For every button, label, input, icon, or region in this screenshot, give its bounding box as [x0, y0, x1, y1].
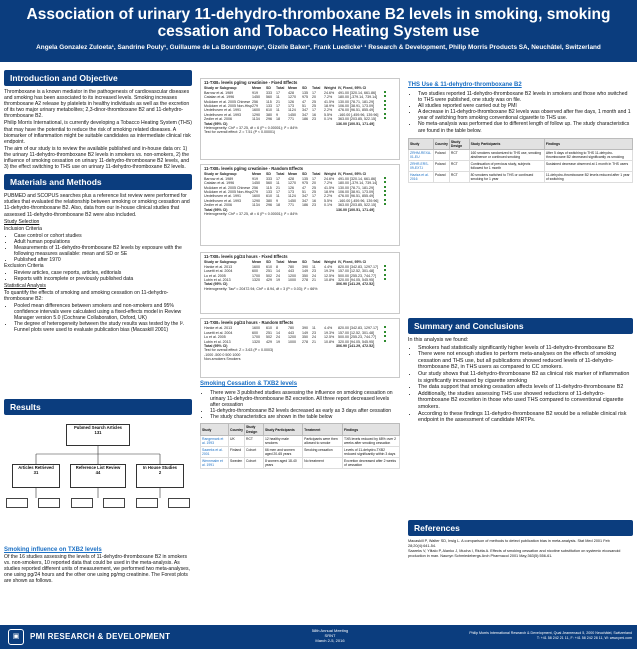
table-row: Catalan et al. 1996 1450 560 11 1270 975 20 7.2% 180.00 [-379.14, 739.14]	[204, 95, 396, 99]
footer-contact: T: +41 58 242 21 11, F: +41 58 242 28 11, W: www.pmi.com	[536, 635, 632, 640]
methods-body	[4, 193, 192, 333]
flow-leaf-box	[103, 498, 125, 508]
forest-favours: Non-smokers Smokers	[204, 357, 241, 362]
exclusion-label: Exclusion Criteria	[4, 263, 44, 270]
table-header-row: Study Country Study Design Study Participants Treatment Findings	[201, 424, 400, 435]
exclusion-list	[4, 270, 192, 282]
list-item: • Case control or cohort studies	[14, 233, 192, 239]
table-row: Lu et al. 2005 1700 502 24 1200 350 24 12.5% 500.00 [255.23, 744.77]	[204, 274, 396, 278]
forest-header-row: Study or Subgroup Mean SD Total Mean SD Total Weight IV, Fixed, 95% CI	[204, 86, 367, 91]
list-item: • The degree of heterogeneity between the study results was tested by the I². Funnel plots were used to evaluate publication bias (Macaskill 2001)	[14, 321, 192, 333]
forest-total-row: Total (95% CI) 136.00 [100.51, 171.49]	[204, 121, 375, 126]
flow-box-retrieved	[12, 464, 60, 488]
flow-box-count: 2	[158, 470, 162, 475]
forest-plot-title: 11-TXB₂ levels pg/24 hours - Random Effects	[204, 320, 294, 325]
forest-total-row: Total (95% CI) 306.90 [141.29, 472.52]	[204, 344, 375, 349]
table-row: Saareks et al. 2001 Finland Cohort 66 men and women aged 20-65 years Smoking cessation Levels of 11-dehydro-TXB2 reduced significantly within 3 days	[201, 446, 400, 457]
results-heading: Results	[4, 399, 192, 415]
intro-body	[4, 89, 192, 170]
table-row: Wennmalm et al. 1991 Sweden Cohort 8 women aged 18-40 years No treatment Excretion decreased after 2 weeks of cessation	[201, 458, 400, 469]
forest-total-row: Total (95% CI) 306.90 [141.29, 472.52]	[204, 282, 375, 287]
forest-effect-marker	[384, 95, 386, 97]
forest-axis: -1000 -500 0 500 1000	[204, 352, 241, 357]
flow-leaf-box	[71, 498, 93, 508]
stat-label: Statistical Analysis	[4, 282, 46, 289]
forest-effect-marker	[384, 278, 386, 280]
flow-box-count: 131	[94, 430, 102, 435]
list-item: • 11-dehydro-thromboxane B2 levels decreased as early as 3 days after cessation	[210, 408, 400, 414]
list-item: • There were 3 published studies assessing the influence on smoking cessation on urinary 11-dehydro-thromboxane B2 excretion. All three report decreased levels after cessation	[210, 390, 400, 408]
forest-test: Test for overall effect: Z = 3.63 (P = 0.0003)	[204, 348, 274, 353]
forest-plot-title: 11-TXB₂ levels pg/mg creatinine - Fixed Effects	[204, 80, 298, 85]
forest-effect-marker	[384, 269, 386, 271]
forest-plot-random-creatinine	[200, 164, 400, 246]
forest-effect-marker	[384, 177, 386, 179]
poster-title: Association of urinary 11-dehydro-thromboxane B2 levels in smoking, smoking cessation and Tobacco Heating System use	[26, 6, 611, 40]
forest-effect-marker	[384, 274, 386, 276]
forest-rows	[204, 326, 396, 344]
pmi-logo-icon: ▣	[8, 629, 24, 645]
smoking-influence-section	[4, 547, 192, 584]
ths-section	[408, 82, 633, 183]
flow-box-pubmed	[66, 424, 130, 446]
table-row: Zedler et al. 2006 1134 296 18 771 186 23 0.1% 363.00 [203.85, 522.15]	[204, 117, 396, 121]
flow-leaf-box	[38, 498, 60, 508]
forest-effect-marker	[384, 104, 386, 106]
forest-effect-marker	[384, 194, 386, 196]
forest-rows	[204, 177, 396, 208]
list-item: • Measurements of 11-dehydro-thromboxane B2 levels by exposure with the following measures available: mean and SD or SE	[14, 245, 192, 257]
flow-box-label: Pubmed Search Articles	[73, 425, 123, 430]
flow-leaf-box	[136, 498, 158, 508]
poster-footer	[0, 625, 637, 649]
reference-item: Saareks V, Ylitalo P, Alanko J, Mucha I, Riutta A. Effects of smoking cessation and nicotine substitution on systemic eicosanoid production in man. Naunyn Schmiedebergs Arch Pharmacol 2001 May;363(5):556-61.	[408, 549, 621, 558]
forest-plot-title: 11-TXB₂ levels pg/24 hours - Fixed Effects	[204, 254, 288, 259]
forest-plot-title: 11-TXB₂ levels pg/mg creatinine - Random Effects	[204, 166, 304, 171]
list-item: • The data support that smoking cessation affects levels of 11-dehydro-thromboxane B2	[418, 384, 633, 391]
flow-box-count: 31	[33, 470, 39, 475]
forest-effect-marker	[384, 335, 386, 337]
table-row: Uedelhoven et al. 1991 1600 610 11 1124 347 17 2.2% 476.00 [96.51, 855.49]	[204, 194, 396, 198]
ths-heading: THS Use & 11-dehydro-thromboxane B2	[408, 82, 522, 88]
poster-header	[0, 0, 637, 62]
forest-effect-marker	[384, 113, 386, 115]
cessation-table	[200, 423, 400, 469]
references-body	[408, 539, 633, 558]
table-row: Barrow et al. 1989 919 333 17 428 135 17 24.6% 491.00 [320.14, 661.86]	[204, 91, 396, 95]
table-row: McAdam et al. 2005 Chinese 256 115 21 126 47 25 41.5% 130.00 [78.71, 181.29]	[204, 186, 396, 190]
list-item: • Smokers had statistically significantly higher levels of 11-dehydro-thromboxane B2	[418, 345, 633, 352]
references-section	[408, 520, 633, 559]
forest-effect-marker	[384, 199, 386, 201]
summary-section	[408, 318, 633, 424]
list-item: • There were not enough studies to perform meta-analyses on the effects of smoking cessation and THS use, but all publications showed reduced levels of 11-dehydro-thromboxane B2, in THS users as compared to CC smokers.	[418, 351, 633, 371]
table-row: McAdam et al. 2005 Non-Hisp 279 133 17 173 51 25 18.9% 106.00 [38.91, 173.09]	[204, 104, 396, 108]
summary-lead: In this analysis we found:	[408, 337, 469, 343]
list-item: • Review articles, case reports, articles, editorials	[14, 270, 192, 276]
forest-plot-fixed-24h	[200, 252, 400, 314]
table-row: Uedelhoven et al. 1991 1600 610 11 1124 347 17 2.2% 476.00 [96.51, 855.49]	[204, 108, 396, 112]
table-header-row: Study Country Study Design Study Participants Findings	[409, 138, 633, 149]
list-item: • Our study shows that 11-dehydro-thromboxane B2 as clinical risk marker of inflammation is significantly increased by cigarette smoking	[418, 371, 633, 384]
list-item: • Reports with incomplete or previously published data	[14, 276, 192, 282]
list-item: • Adult human populations	[14, 239, 192, 245]
table-row: ZRHR-ERS-09-EXT-I Poland RCT Continuation of previous study, subjects followed for 1 month Sustained decrease observed at 1 month in THS users	[409, 161, 633, 172]
intro-heading: Introduction and Objective	[4, 70, 192, 86]
forest-effect-marker	[384, 340, 386, 342]
intro-p1: Thromboxane is a known mediator in the pathogenesis of cardiovascular diseases and smoking has been associated to its increased levels. Smoking increases thromboxane A2 release by platelets in healthy individuals as well as the excretion of its two major urinary metabolites; 2,3-dinor-thromboxane B2 and 11-dehydro-thromboxane B2.	[4, 89, 190, 120]
flow-leaf-box	[168, 498, 190, 508]
footer-contact-block	[440, 631, 632, 640]
inclusion-label: Inclusion Criteria	[4, 225, 42, 232]
table-row: ZRHM-REXA-01-EU Poland RCT 160 smokers randomized to THS use, smoking abstinence or continued smoking After 5 days of switching to THS 11-dehydro-thromboxane B2 decreased significantly vs smoking	[409, 149, 633, 160]
footer-meeting: 58th Annual Meeting SRNT March 2-5, 2016	[311, 628, 349, 643]
forest-plot-fixed-creatinine	[200, 78, 400, 160]
forest-effect-marker	[384, 108, 386, 110]
flow-leaf-row	[6, 498, 190, 518]
table-row: Lubin et al. 2013 1320 429 19 1000 278 21 10.8% 320.00 [94.05, 545.95]	[204, 340, 396, 344]
list-item: • According to these findings 11-dehydro-thromboxane B2 would be a reliable clinical risk endpoint in the assessment of candidate MRTPs.	[418, 411, 633, 424]
table-row: Hanke et al. 2013 1600 610 8 780 390 11 4.4% 820.00 [342.83, 1297.17]	[204, 265, 396, 269]
flow-box-reference	[70, 464, 126, 488]
table-row: Rangemark et al. 1993 UK RCT 12 healthy male smokers Participants were then allowed to smoke TXB levels reduced by 68% over 2 weeks after smoking cessation	[201, 435, 400, 446]
table-row: McAdam et al. 2005 Chinese 256 115 21 126 47 25 41.5% 130.00 [78.71, 181.29]	[204, 100, 396, 104]
table-row: Lubin et al. 2013 1320 429 19 1000 278 21 10.8% 320.00 [94.05, 545.95]	[204, 278, 396, 282]
intro-p3: The aim of our study is to review the available published and in-house data on: 1) the urinary 11-dehydro-thromboxane B2 levels in smokers vs. non-smokers, 2) the influence of smoking cessation on urinary 11-dehydro-thromboxane B2 levels, and 3) the effect switching to THS use on urinary 11-dehydro-thromboxane B2 levels.	[4, 145, 190, 171]
forest-effect-marker	[384, 326, 386, 328]
forest-header-row: Study or Subgroup Mean SD Total Mean SD Total Weight IV, Fixed, 95% CI	[204, 172, 367, 177]
list-item: • All studies reported were carried out by PMI	[418, 103, 633, 109]
list-item: • Pooled mean differences between smokers and non-smokers and 95% confidence intervals were calculated using a fixed-effects model in Review Manager version 5.0 (Cochrane Collaboration, Oxford, UK)	[14, 303, 192, 321]
forest-rows	[204, 265, 396, 283]
table-row: Catalan et al. 1996 1450 560 11 1270 975 20 7.2% 180.00 [-379.14, 739.14]	[204, 181, 396, 185]
forest-effect-marker	[384, 91, 386, 93]
smoking-influence-heading: Smoking influence on TXB2 levels	[4, 547, 102, 553]
forest-total-row: Total (95% CI) 136.00 [100.51, 171.49]	[204, 207, 375, 212]
cessation-body	[200, 390, 400, 420]
forest-test: Test for overall effect: Z = 7.51 (P < 0.00001)	[204, 130, 276, 135]
forest-effect-marker	[384, 265, 386, 267]
table-row: Hanke et al. 2013 1600 610 8 780 390 11 4.4% 820.00 [342.83, 1297.17]	[204, 326, 396, 330]
flow-box-inhouse	[136, 464, 184, 488]
forest-heterogeneity: Heterogeneity: Tau² = 20472.94; Chi² = 8.94, df = 3 (P = 0.03); I² = 66%	[204, 286, 318, 291]
left-column	[4, 70, 192, 333]
forest-plot-random-24h	[200, 318, 400, 378]
list-item: • The study characteristics are shown in the table below	[210, 414, 400, 420]
forest-heterogeneity: Heterogeneity: Chi² = 37.25, df = 6 (P < 0.00001); I² = 84%	[204, 126, 298, 131]
list-item: • Additionally, the studies assessing THS use showed reductions of 11-dehydro-thromboxane B2 excretion in those who used THS compared to conventional cigarette smokers.	[418, 391, 633, 411]
list-item: • Published after 1970	[14, 257, 192, 263]
forest-effect-marker	[384, 100, 386, 102]
list-item: • Two studies reported 11-dehydro-thromboxane B2 levels in smokers and those who switched to THS were published, one study was on file.	[418, 91, 633, 103]
forest-effect-marker	[384, 190, 386, 192]
forest-rows	[204, 91, 396, 122]
summary-body	[408, 337, 633, 424]
forest-effect-marker	[384, 331, 386, 333]
ths-table	[408, 138, 633, 184]
flow-box-label: In House Studies	[143, 465, 177, 470]
references-heading: References	[408, 520, 633, 536]
ths-body	[408, 91, 633, 134]
smoking-influence-body: Of the 16 studies assessing the levels of 11-dehydro-thromboxane B2 in smokers vs. non-smokers, 10 reported data that could be used in the meta-analysis. As studies reported different units of measurement, we performed two meta-analyses, one using pg/24 hours and the other one using pg/mg creatinine. The Forest plots are shown as follows.	[4, 554, 190, 585]
footer-brand: PMI RESEARCH & DEVELOPMENT	[30, 632, 171, 641]
table-row: Zedler et al. 2006 1134 296 18 771 186 23 0.1% 363.00 [203.85, 522.15]	[204, 203, 396, 207]
intro-p2: Philip Morris International, is currently developing a Tobacco Heating System (THS) that may have the potential to reduce the risk of smoking related diseases. A biomarker of inflammation might be suitable candidates as intermediate clinical risk endpoint.	[4, 120, 192, 145]
flow-leaf-box	[6, 498, 28, 508]
flow-box-label: Reference List Review	[75, 465, 121, 470]
summary-heading: Summary and Conclusions	[408, 318, 633, 334]
stat-list	[4, 303, 192, 333]
forest-effect-marker	[384, 181, 386, 183]
list-item: • No meta-analysis was performed due to different length of follow up. The study characteristics are found in the table below.	[418, 121, 633, 133]
stat-body: To quantify the effects of smoking and smoking cessation on 11-dehydro-thromboxane B2:	[4, 289, 169, 302]
cessation-heading: Smoking Cessation & TXB2 levels	[200, 381, 298, 387]
forest-header-row: Study or Subgroup Mean SD Total Mean SD Total Weight IV, Fixed, 95% CI	[204, 260, 367, 265]
study-flow-diagram	[6, 410, 190, 540]
table-row: Lu et al. 2005 1700 502 24 1200 350 24 12.5% 500.00 [255.23, 744.77]	[204, 335, 396, 339]
table-row: Lusetti et al. 2004 600 251 14 443 149 23 19.3% 157.00 [12.52, 301.48]	[204, 331, 396, 335]
footer-address: Philip Morris International Research & Development, Quai Jeanrenaud 5, 2000 Neuchâtel, Switzerland	[469, 631, 632, 635]
table-row: Haziza et al. 2016 Poland RCT 80 smokers switched to THS or continued smoking for 1 year 11-dehydro-thromboxane B2 levels reduced after 1 year of switching	[409, 172, 633, 183]
table-row: Lusetti et al. 2004 600 251 14 443 149 23 19.3% 157.00 [12.52, 301.48]	[204, 269, 396, 273]
flow-box-label: Articles Retrieved	[18, 465, 54, 470]
methods-heading: Materials and Methods	[4, 174, 192, 190]
table-row: McAdam et al. 2005 Non-Hisp 279 133 17 173 51 25 18.9% 106.00 [38.91, 173.09]	[204, 190, 396, 194]
study-selection-label: Study Selection	[4, 218, 40, 225]
forest-effect-marker	[384, 203, 386, 205]
reference-item: Macaskill P, Walter SD, Irwig L. A comparison of methods to detect publication bias in meta-analysis. Stat Med 2001 Feb 28;20(4):641-54.	[408, 539, 610, 548]
table-row: Uedelhoven et al. 1993 1290 380 9 1450 347 16 5.5% -160.00 [-459.96, 139.96]	[204, 113, 396, 117]
inclusion-list	[4, 233, 192, 263]
table-row: Barrow et al. 1989 919 333 17 428 135 17 24.6% 491.00 [320.14, 661.86]	[204, 177, 396, 181]
methods-p1: PUBMED and SCOPUS searches plus a reference list review were performed for studies that evaluated the relationship between smoking or smoking cessation and 11-dehydro-thromboxane B2. Also, data from our in-house clinical studies that assessed 11-dehydro-thromboxane B2 were also included.	[4, 193, 190, 218]
cessation-section	[200, 381, 400, 469]
table-row: Uedelhoven et al. 1993 1290 380 9 1450 347 16 5.5% -160.00 [-459.96, 139.96]	[204, 199, 396, 203]
forest-effect-marker	[384, 117, 386, 119]
flow-box-count: 44	[95, 470, 101, 475]
list-item: • A decrease in 11-dehydro-thromboxane B2 levels was observed after five days, 1 month and 1 year of switching from smoking conventional cigarette to THS use.	[418, 109, 633, 121]
poster-authors: Angela Gonzalez Zuloeta¹, Sandrine Pouly¹, Guillaume de La Bourdonnaye¹, Gizelle Baker¹, Frank Luedicke¹ ¹ Research & Development, Philip Morris Products SA, Neuchâtel, Switzerland	[36, 44, 601, 51]
forest-effect-marker	[384, 186, 386, 188]
forest-heterogeneity: Heterogeneity: Chi² = 37.25, df = 6 (P < 0.00001); I² = 84%	[204, 212, 298, 217]
